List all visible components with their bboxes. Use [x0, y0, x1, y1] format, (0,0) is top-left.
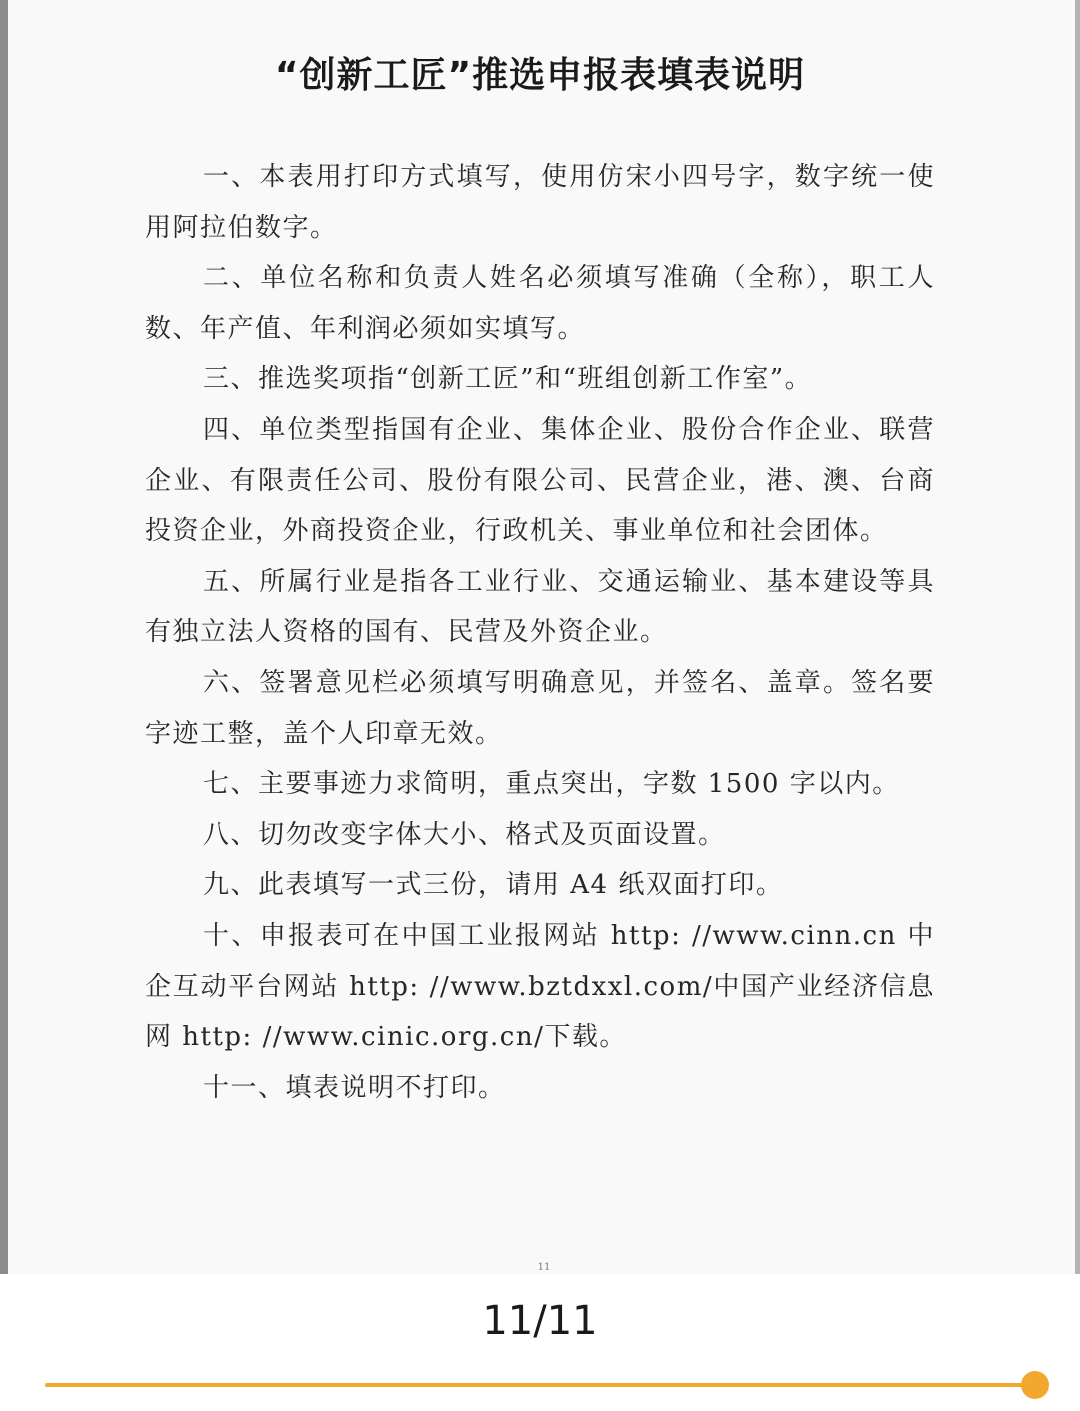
- instruction-paragraph: 四、单位类型指国有企业、集体企业、股份合作企业、联营企业、有限责任公司、股份有限公司、民营企业，港、澳、台商投资企业，外商投资企业，行政机关、事业单位和社会团体。: [145, 414, 935, 547]
- instruction-paragraph: 六、签署意见栏必须填写明确意见，并签名、盖章。签名要字迹工整，盖个人印章无效。: [145, 667, 935, 749]
- document-body: [145, 152, 935, 1113]
- progress-fill: [45, 1383, 1035, 1387]
- page-indicator: 11/11: [482, 1298, 598, 1344]
- instruction-paragraph: 十一、填表说明不打印。: [203, 1072, 506, 1103]
- scan-right-edge: [1075, 0, 1080, 1274]
- instruction-paragraph: 十、申报表可在中国工业报网站 http: //www.cinn.cn 中企互动平台网站 http: //www.bztdxxl.com/中国产业经济信息网 http: //www.cinic.org.cn/下载。: [145, 920, 935, 1053]
- instruction-paragraph: 七、主要事迹力求简明，重点突出，字数 1500 字以内。: [203, 769, 900, 800]
- page-progress-slider[interactable]: [45, 1383, 1035, 1387]
- instruction-paragraph: 八、切勿改变字体大小、格式及页面设置。: [203, 819, 726, 850]
- progress-thumb[interactable]: [1021, 1371, 1049, 1399]
- instruction-paragraph: 一、本表用打印方式填写，使用仿宋小四号字，数字统一使用阿拉伯数字。: [145, 162, 935, 243]
- scanned-page-number: 11: [537, 1262, 551, 1273]
- instruction-paragraph: 九、此表填写一式三份，请用 A4 纸双面打印。: [203, 870, 784, 901]
- document-title: “创新工匠”推选申报表填表说明: [274, 55, 806, 96]
- instruction-paragraph: 五、所属行业是指各工业行业、交通运输业、基本建设等具有独立法人资格的国有、民营及外资企业。: [145, 566, 935, 648]
- viewer-bottom-bar: [0, 1274, 1080, 1411]
- instruction-paragraph: 二、单位名称和负责人姓名必须填写准确（全称），职工人数、年产值、年利润必须如实填写。: [145, 263, 935, 344]
- instruction-paragraph: 三、推选奖项指“创新工匠”和“班组创新工作室”。: [203, 364, 813, 395]
- scan-left-edge: [0, 0, 8, 1274]
